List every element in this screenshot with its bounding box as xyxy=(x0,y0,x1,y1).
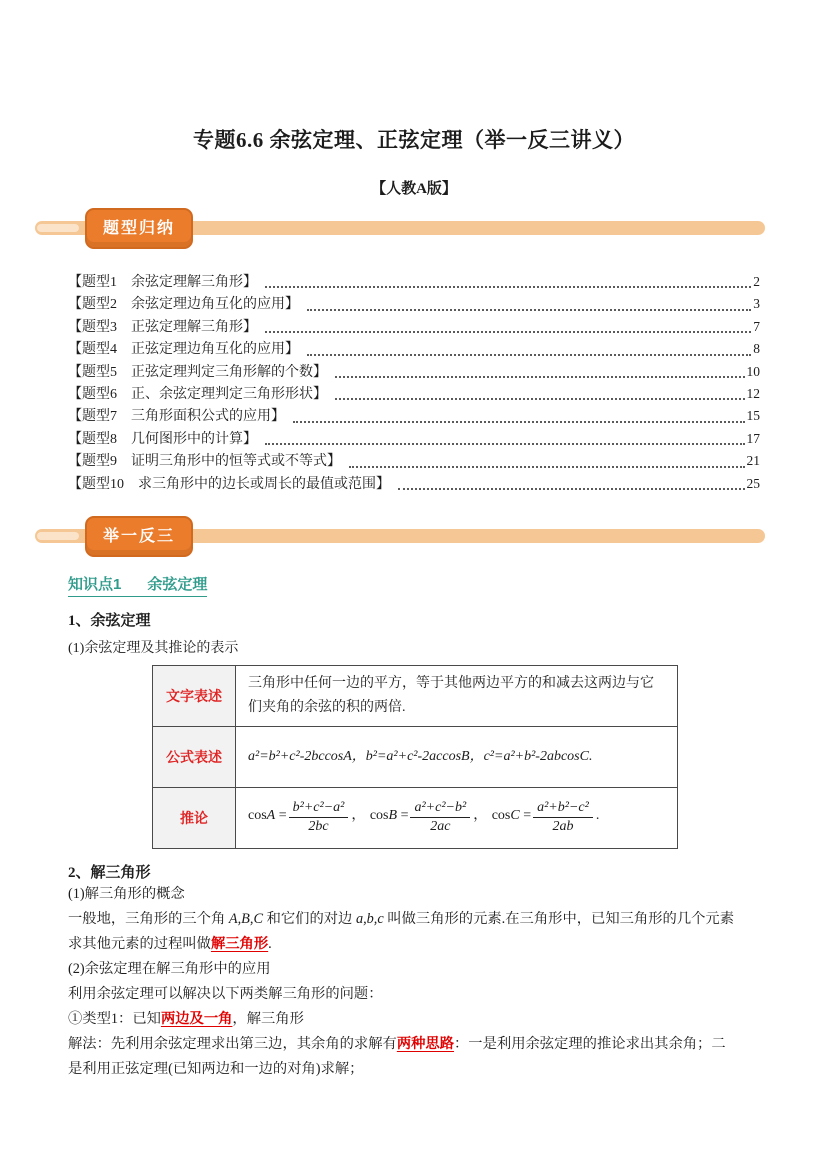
row-header-inference: 推论 xyxy=(153,787,236,848)
knowledge-point-heading xyxy=(68,573,207,597)
row-content-text-statement: 三角形中任何一边的平方，等于其他两边平方的和减去这两边与它们夹角的余弦的积的两倍. xyxy=(236,665,678,726)
dotted-leader xyxy=(349,466,745,468)
toc-item[interactable] xyxy=(68,428,760,450)
cos-b-formula: cosB = $\frac{\text{a²+c²−b²}}{2ac}$ xyxy=(370,808,472,823)
practice-badge: 举一反三 xyxy=(85,516,193,557)
toc-page-number: 3 xyxy=(753,296,760,312)
edition-label: 【人教A版】 xyxy=(371,181,457,197)
dotted-leader xyxy=(307,309,751,311)
angle-variables: A,B,C xyxy=(228,910,263,927)
dotted-leader xyxy=(335,398,745,400)
application-intro: 利用余弦定理可以解决以下两类解三角形的问题： xyxy=(68,985,383,1002)
toc-item[interactable] xyxy=(68,405,760,427)
toc-page-number: 17 xyxy=(746,430,760,446)
concept-text: 一般地，三角形的三个角 xyxy=(68,910,229,927)
toc-item[interactable] xyxy=(68,293,760,315)
toc-item-label: 【题型5 正弦定理判定三角形解的个数】 xyxy=(68,364,327,380)
toc-item[interactable] xyxy=(68,338,760,360)
toc-item-label: 【题型8 几何图形中的计算】 xyxy=(68,431,257,447)
dotted-leader xyxy=(307,354,751,356)
banner-bar-stub xyxy=(37,532,79,540)
page-content xyxy=(68,0,760,1082)
toc-item-label: 【题型1 余弦定理解三角形】 xyxy=(68,275,257,290)
side-variables: a,b,c xyxy=(355,910,384,927)
knowledge-point-title: 余弦定理 xyxy=(147,575,208,593)
method-text: 解法：先利用余弦定理求出第三边，其余角的求解有 xyxy=(68,1035,397,1052)
toc-item[interactable] xyxy=(68,271,760,293)
dotted-leader xyxy=(335,376,745,378)
fraction: $\frac{\text{a²+c²−b²}}{2ac}$ xyxy=(410,800,470,835)
table-row-inference xyxy=(153,787,678,848)
dotted-leader xyxy=(265,286,751,288)
fraction: $\frac{\text{a²+b²−c²}}{2ab}$ xyxy=(533,800,593,835)
toc-item[interactable] xyxy=(68,450,760,472)
type1-text: ①类型1：已知 xyxy=(68,1010,161,1027)
fraction: $\frac{\text{b²+c²−a²}}{2bc}$ xyxy=(289,800,349,835)
concept-text: 叫做三角形的元素.在三角形中，已知三角形的几个元素 xyxy=(383,910,735,927)
type1-text: ，解三角形 xyxy=(232,1010,304,1027)
toc-item-label: 【题型2 余弦定理边角互化的应用】 xyxy=(68,297,299,313)
toc-item-label: 【题型3 正弦定理解三角形】 xyxy=(68,319,257,335)
table-row-text-statement xyxy=(153,665,678,726)
toc-page-number: 15 xyxy=(746,408,760,424)
table-row-formula-statement xyxy=(153,726,678,787)
banner-topic-catalog xyxy=(35,208,765,249)
toc-page-number: 7 xyxy=(753,318,760,334)
concept-subheading: (1)解三角形的概念 xyxy=(68,885,185,902)
cos-a-formula: cosA = $\frac{\text{b²+c²−a²}}{2bc}$ xyxy=(248,808,350,823)
concept-line-1 xyxy=(68,907,760,932)
cos-c-formula: cosC = $\frac{\text{a²+b²−c²}}{2ab}$ xyxy=(492,808,595,823)
document-title: 专题6.6 余弦定理、正弦定理（举一反三讲义） xyxy=(193,128,635,152)
toc-page-number: 21 xyxy=(746,453,760,469)
dotted-leader xyxy=(265,331,751,333)
section1-heading: 1、余弦定理 xyxy=(68,612,151,629)
keyword-two-approaches: 两种思路 xyxy=(396,1035,455,1052)
method-line-1 xyxy=(68,1032,760,1057)
topic-catalog-badge: 题型归纳 xyxy=(85,208,193,249)
toc-item[interactable] xyxy=(68,383,760,405)
keyword-solve-triangle: 解三角形 xyxy=(210,935,269,952)
toc-page-number: 25 xyxy=(746,475,760,491)
concept-text: . xyxy=(268,935,272,952)
toc-item[interactable] xyxy=(68,361,760,383)
concept-text: 和它们的对边 xyxy=(263,910,356,927)
row-content-formula-statement: a²=b²+c²-2bccosA，b²=a²+c²-2accosB，c²=a²+b²-2abcosC. xyxy=(236,726,678,787)
toc-item-label: 【题型7 三角形面积公式的应用】 xyxy=(68,409,285,425)
toc-item-label: 【题型10 求三角形中的边长或周长的最值或范围】 xyxy=(68,476,390,492)
toc-page-number: 10 xyxy=(746,363,760,379)
row-header-text-statement: 文字表述 xyxy=(153,665,236,726)
cosine-theorem-table xyxy=(152,665,678,849)
toc-page-number: 8 xyxy=(753,341,760,357)
table-of-contents xyxy=(68,271,760,495)
method-text: ：一是利用余弦定理的推论求出其余角；二 xyxy=(454,1035,726,1052)
toc-item-label: 【题型4 正弦定理边角互化的应用】 xyxy=(68,342,299,358)
concept-line-2 xyxy=(68,932,760,957)
toc-item-label: 【题型6 正、余弦定理判定三角形形状】 xyxy=(68,386,327,402)
keyword-two-sides-one-angle: 两边及一角 xyxy=(160,1010,233,1027)
dotted-leader xyxy=(398,488,745,490)
section1-subheading: (1)余弦定理及其推论的表示 xyxy=(68,640,239,656)
row-header-formula-statement: 公式表述 xyxy=(153,726,236,787)
application-subheading: (2)余弦定理在解三角形中的应用 xyxy=(68,960,271,977)
banner-practice xyxy=(35,516,765,557)
toc-item-label: 【题型9 证明三角形中的恒等式或不等式】 xyxy=(68,454,341,470)
row-content-inference: cosA = $\frac{\text{b²+c²−a²}}{2bc}$ ， cosB = $\frac{\text{a²+c²−b²}}{2ac}$ ， cosC = $\frac{\text{a²+b²−c²}}{2ab}$ . xyxy=(236,787,678,848)
dotted-leader xyxy=(265,443,745,445)
toc-item[interactable] xyxy=(68,473,760,495)
method-line-2: 是利用正弦定理(已知两边和一边的对角)求解； xyxy=(68,1060,364,1077)
dotted-leader xyxy=(293,421,745,423)
section2-heading: 2、解三角形 xyxy=(68,864,151,881)
toc-page-number: 2 xyxy=(753,274,760,289)
banner-bar-stub xyxy=(37,224,79,232)
type1-line xyxy=(68,1007,760,1032)
knowledge-point-label: 知识点1 xyxy=(68,575,122,593)
toc-page-number: 12 xyxy=(746,385,760,401)
toc-item[interactable] xyxy=(68,316,760,338)
concept-text: 求其他元素的过程叫做 xyxy=(68,935,211,952)
